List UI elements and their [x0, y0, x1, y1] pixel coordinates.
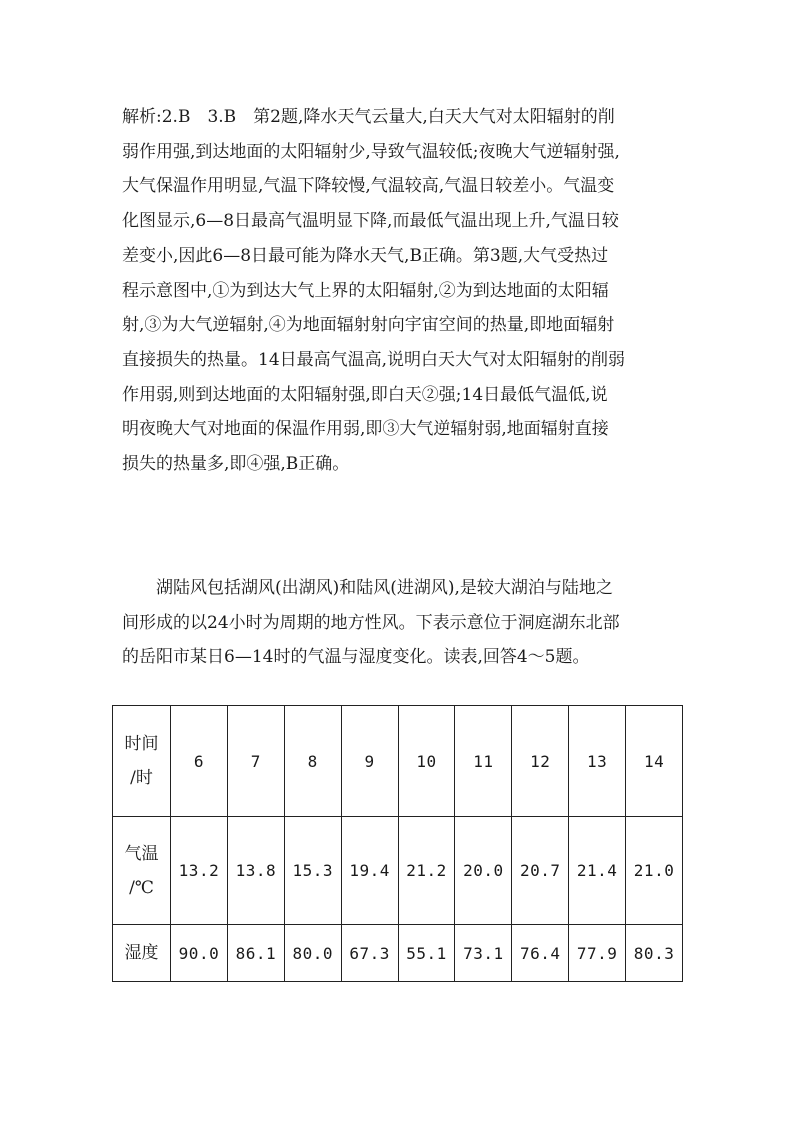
table-cell: 80.3: [626, 925, 683, 982]
temperature-humidity-table: [112, 705, 683, 982]
table-cell: 14: [626, 706, 683, 817]
analysis-text-line: 射,③为大气逆辐射,④为地面辐射射向宇宙空间的热量,即地面辐射: [122, 315, 615, 336]
table-cell: 13.8: [227, 817, 284, 925]
table-cell: 76.4: [512, 925, 569, 982]
table-cell: 11: [455, 706, 512, 817]
table-row-humidity-row: [113, 925, 683, 982]
table-cell: 21.4: [569, 817, 626, 925]
intro-text-line: 间形成的以24小时为周期的地方性风。下表示意位于洞庭湖东北部: [122, 612, 620, 633]
question-intro-paragraph: [122, 571, 682, 675]
table-cell: 13.2: [171, 817, 228, 925]
table-cell: 12: [512, 706, 569, 817]
row-header: [113, 817, 171, 925]
table-cell: 19.4: [341, 817, 398, 925]
table-cell: 13: [569, 706, 626, 817]
table-cell: 77.9: [569, 925, 626, 982]
analysis-text-line: 弱作用强,到达地面的太阳辐射少,导致气温较低;夜晚大气逆辐射强,: [122, 141, 620, 162]
row-header-text: 气温: [124, 843, 159, 864]
analysis-text-line: 作用弱,则到达地面的太阳辐射强,即白天②强;14日最低气温低,说: [122, 384, 608, 405]
table-cell: 21.0: [626, 817, 683, 925]
intro-text-line: 湖陆风包括湖风(出湖风)和陆风(进湖风),是较大湖泊与陆地之: [156, 578, 613, 598]
analysis-text-line: 程示意图中,①为到达大气上界的太阳辐射,②为到达地面的太阳辐: [122, 280, 609, 301]
table-cell: 90.0: [171, 925, 228, 982]
table-cell: 67.3: [341, 925, 398, 982]
row-header-text: /℃: [129, 877, 154, 898]
table-cell: 15.3: [284, 817, 341, 925]
analysis-text-line: 差变小,因此6—8日最可能为降水天气,B正确。第3题,大气受热过: [122, 245, 609, 266]
table-cell: 6: [171, 706, 228, 817]
analysis-text-line: 大气保温作用明显,气温下降较慢,气温较高,气温日较差小。气温变: [122, 176, 615, 197]
table-cell: 9: [341, 706, 398, 817]
table-row-time-row: [113, 706, 683, 817]
table-cell: 55.1: [398, 925, 455, 982]
table-cell: 73.1: [455, 925, 512, 982]
analysis-paragraph: [122, 100, 682, 482]
analysis-text-line: 化图显示,6—8日最高气温明显下降,而最低气温出现上升,气温日较: [122, 211, 619, 232]
row-header: [113, 925, 171, 982]
table-cell: 20.7: [512, 817, 569, 925]
table-row-temperature-row: [113, 817, 683, 925]
analysis-text-line: 解析:2.B 3.B 第2题,降水天气云量大,白天大气对太阳辐射的削: [122, 107, 615, 127]
table-cell: 20.0: [455, 817, 512, 925]
table-cell: 10: [398, 706, 455, 817]
intro-text-line: 的岳阳市某日6—14时的气温与湿度变化。读表,回答4～5题。: [122, 647, 590, 668]
row-header: [113, 706, 171, 817]
table-cell: 7: [227, 706, 284, 817]
analysis-text-line: 直接损失的热量。14日最高气温高,说明白天大气对太阳辐射的削弱: [122, 349, 626, 370]
table-cell: 8: [284, 706, 341, 817]
table-cell: 80.0: [284, 925, 341, 982]
analysis-text-line: 明夜晚大气对地面的保温作用弱,即③大气逆辐射弱,地面辐射直接: [122, 419, 609, 440]
analysis-text-line: 损失的热量多,即④强,B正确。: [122, 454, 350, 475]
row-header-text: 湿度: [124, 943, 159, 963]
row-header-text: /时: [130, 768, 153, 788]
table-cell: 86.1: [227, 925, 284, 982]
row-header-text: 时间: [124, 734, 159, 754]
table-cell: 21.2: [398, 817, 455, 925]
